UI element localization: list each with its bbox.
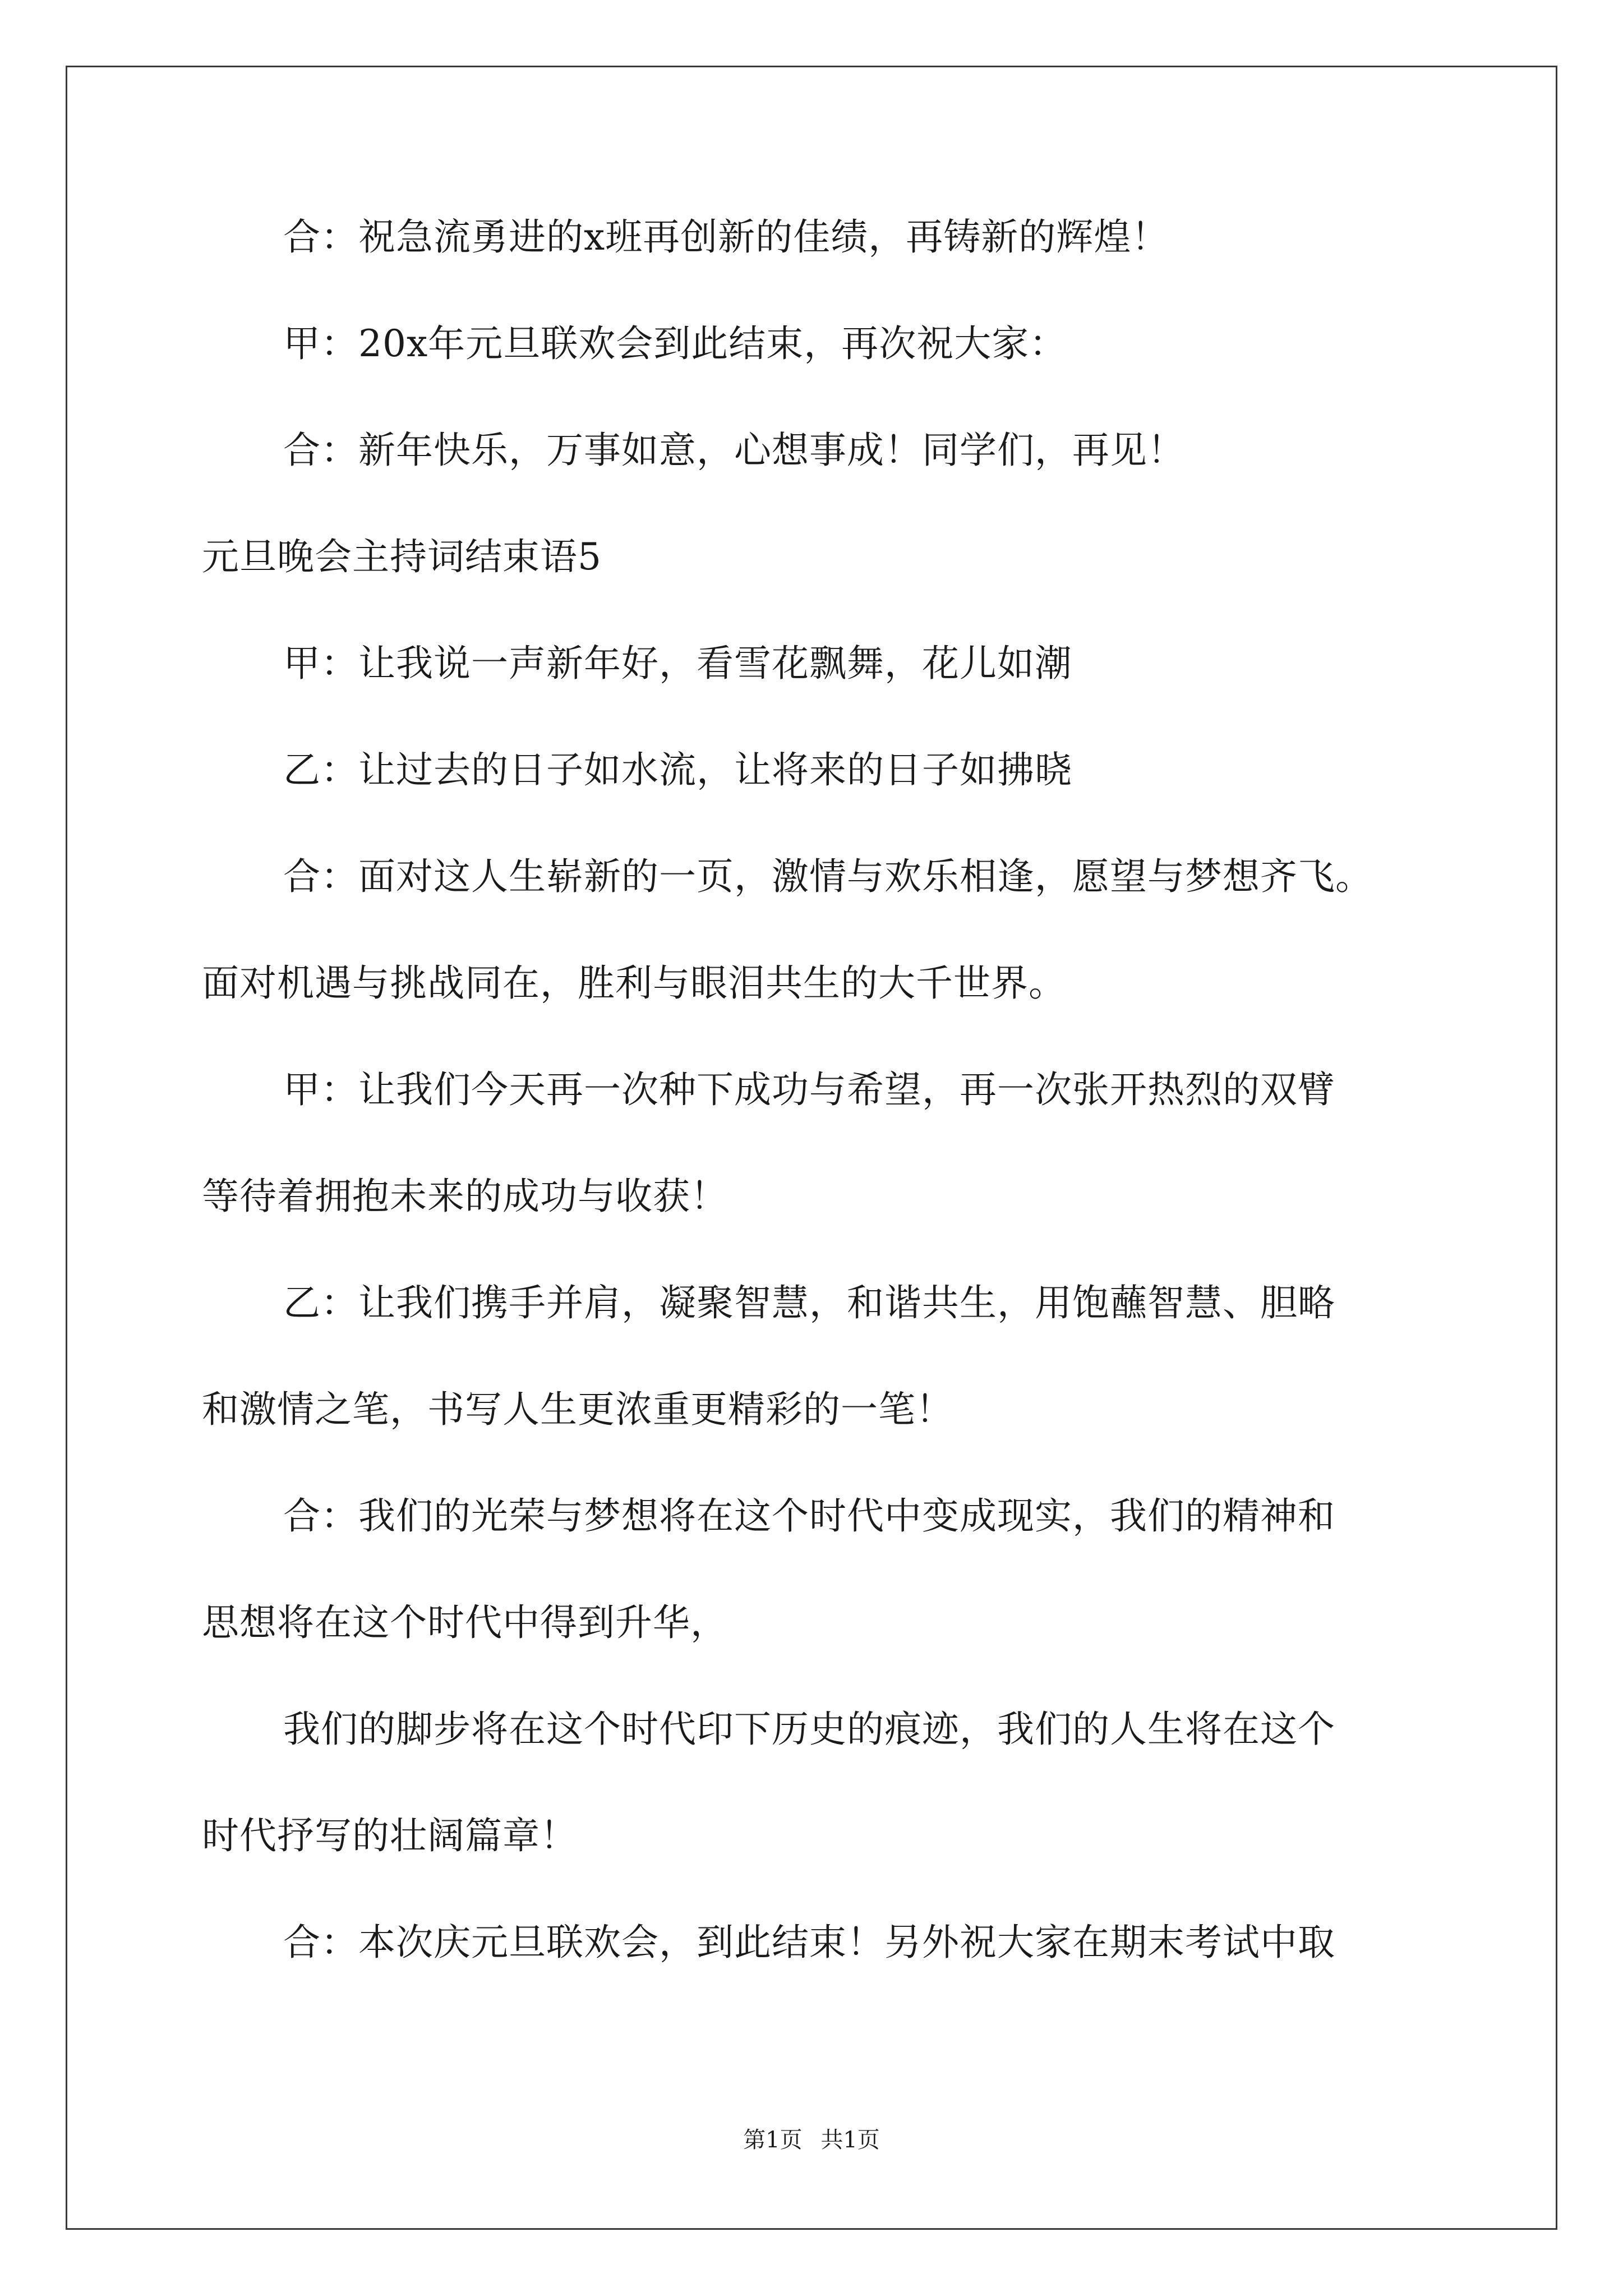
paragraph-line: 合：祝急流勇进的x班再创新的佳绩，再铸新的辉煌！	[283, 215, 1169, 259]
paragraph-line: 时代抒写的壮阔篇章！	[202, 1814, 578, 1857]
paragraph-line: 合：我们的光荣与梦想将在这个时代中变成现实，我们的精神和	[283, 1494, 1335, 1538]
paragraph-line: 面对机遇与挑战同在，胜利与眼泪共生的大千世界。	[202, 961, 1066, 1005]
page-total: 共1页	[820, 2127, 880, 2153]
paragraph-line: 我们的脚步将在这个时代印下历史的痕迹，我们的人生将在这个	[283, 1708, 1335, 1751]
page-number: 第1页	[743, 2127, 803, 2153]
paragraph-line: 等待着拥抱未来的成功与收获！	[202, 1175, 728, 1218]
paragraph-line: 思想将在这个时代中得到升华，	[202, 1601, 728, 1644]
page-border	[66, 66, 1557, 2230]
paragraph-line: 合：新年快乐，万事如意，心想事成！同学们，再见！	[283, 429, 1185, 472]
paragraph-line: 乙：让我们携手并肩，凝聚智慧，和谐共生，用饱蘸智慧、胆略	[283, 1281, 1335, 1324]
paragraph-line: 甲：让我们今天再一次种下成功与希望，再一次张开热烈的双臂	[283, 1068, 1335, 1111]
section-heading: 元旦晚会主持词结束语5	[202, 535, 602, 578]
paragraph-line: 和激情之笔，书写人生更浓重更精彩的一笔！	[202, 1388, 953, 1431]
paragraph-line: 乙：让过去的日子如水流，让将来的日子如拂晓	[283, 748, 1072, 792]
paragraph-line: 合：本次庆元旦联欢会，到此结束！另外祝大家在期末考试中取	[283, 1921, 1335, 1964]
paragraph-line: 甲：让我说一声新年好，看雪花飘舞，花儿如潮	[283, 642, 1072, 685]
paragraph-line: 甲：20x年元旦联欢会到此结束，再次祝大家：	[283, 322, 1067, 365]
paragraph-line: 合：面对这人生崭新的一页，激情与欢乐相逢，愿望与梦想齐飞。	[283, 855, 1373, 898]
page-footer	[0, 2129, 1623, 2151]
